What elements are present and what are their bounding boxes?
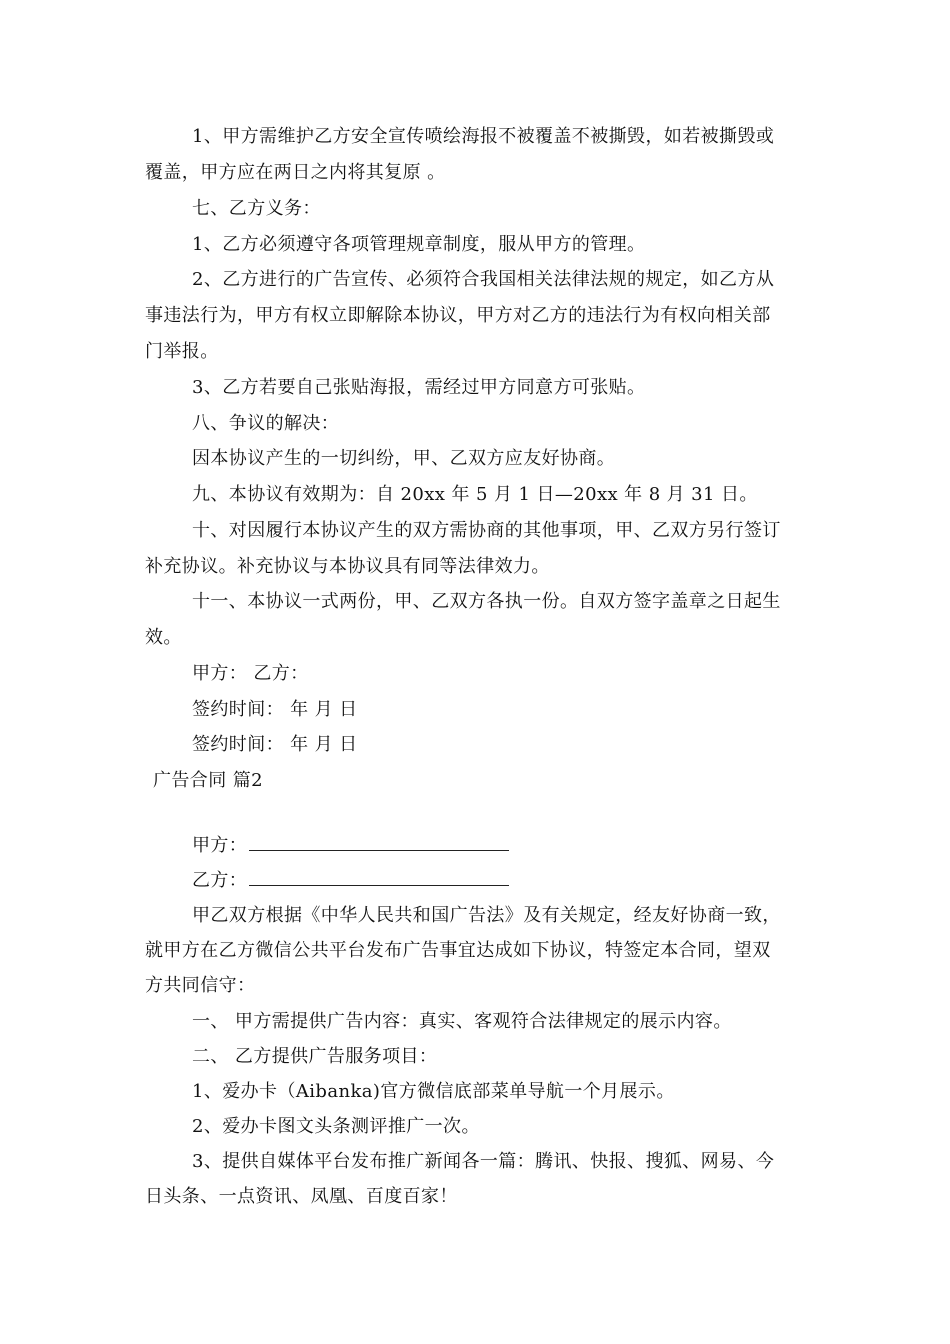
party-b-label: 乙方： — [192, 870, 248, 891]
section-heading: 八、争议的解决： — [192, 413, 340, 434]
paragraph-line: 3、乙方若要自己张贴海报，需经过甲方同意方可张贴。 — [192, 377, 646, 398]
section-heading: 七、乙方义务： — [192, 198, 321, 219]
paragraph-line: 方共同信守： — [145, 975, 256, 996]
paragraph-line: 因本协议产生的一切纠纷，甲、乙双方应友好协商。 — [192, 448, 616, 469]
paragraph-line: 2、乙方进行的广告宣传、必须符合我国相关法律法规的规定，如乙方从 — [192, 269, 775, 290]
paragraph-line: 甲乙双方根据《中华人民共和国广告法》及有关规定，经友好协商一致， — [192, 905, 781, 926]
party-a-row — [192, 834, 509, 858]
paragraph-line: 补充协议。补充协议与本协议具有同等法律效力。 — [145, 556, 550, 577]
party-b-row — [192, 869, 509, 893]
paragraph-line: 日头条、一点资讯、凤凰、百度百家！ — [145, 1186, 458, 1207]
paragraph-line: 3、提供自媒体平台发布推广新闻各一篇：腾讯、快报、搜狐、网易、今 — [192, 1151, 775, 1172]
paragraph-line: 二、 乙方提供广告服务项目： — [192, 1046, 438, 1067]
paragraph-line: 1、爱办卡（Aibanka)官方微信底部菜单导航一个月展示。 — [192, 1081, 675, 1102]
signature-date: 签约时间： 年 月 日 — [192, 734, 358, 755]
paragraph-line: 门举报。 — [145, 341, 219, 362]
paragraph-line: 事违法行为，甲方有权立即解除本协议，甲方对乙方的违法行为有权向相关部 — [145, 305, 771, 326]
party-a-blank — [249, 834, 509, 851]
party-a-label: 甲方： — [192, 835, 248, 856]
paragraph-line: 1、乙方必须遵守各项管理规章制度，服从甲方的管理。 — [192, 234, 646, 255]
paragraph-line: 九、本协议有效期为：自 20xx 年 5 月 1 日—20xx 年 8 月 31 日。 — [192, 484, 758, 505]
paragraph-line: 一、 甲方需提供广告内容：真实、客观符合法律规定的展示内容。 — [192, 1011, 732, 1032]
paragraph-line: 十、对因履行本协议产生的双方需协商的其他事项，甲、乙双方另行签订 — [192, 520, 781, 541]
paragraph-line: 2、爱办卡图文头条测评推广一次。 — [192, 1116, 480, 1137]
paragraph-line: 十一、本协议一式两份，甲、乙双方各执一份。自双方签字盖章之日起生 — [192, 591, 781, 612]
party-b-blank — [249, 869, 509, 886]
paragraph-line: 就甲方在乙方微信公共平台发布广告事宜达成如下协议，特签定本合同，望双 — [145, 940, 771, 961]
paragraph-line: 1、甲方需维护乙方安全宣传喷绘海报不被覆盖不被撕毁，如若被撕毁或 — [192, 126, 775, 147]
paragraph-line: 覆盖，甲方应在两日之内将其复原 。 — [145, 162, 446, 183]
signature-date: 签约时间： 年 月 日 — [192, 699, 358, 720]
signature-parties: 甲方： 乙方： — [192, 663, 309, 684]
contract-title: 广告合同 篇2 — [153, 770, 263, 791]
paragraph-line: 效。 — [145, 627, 182, 648]
